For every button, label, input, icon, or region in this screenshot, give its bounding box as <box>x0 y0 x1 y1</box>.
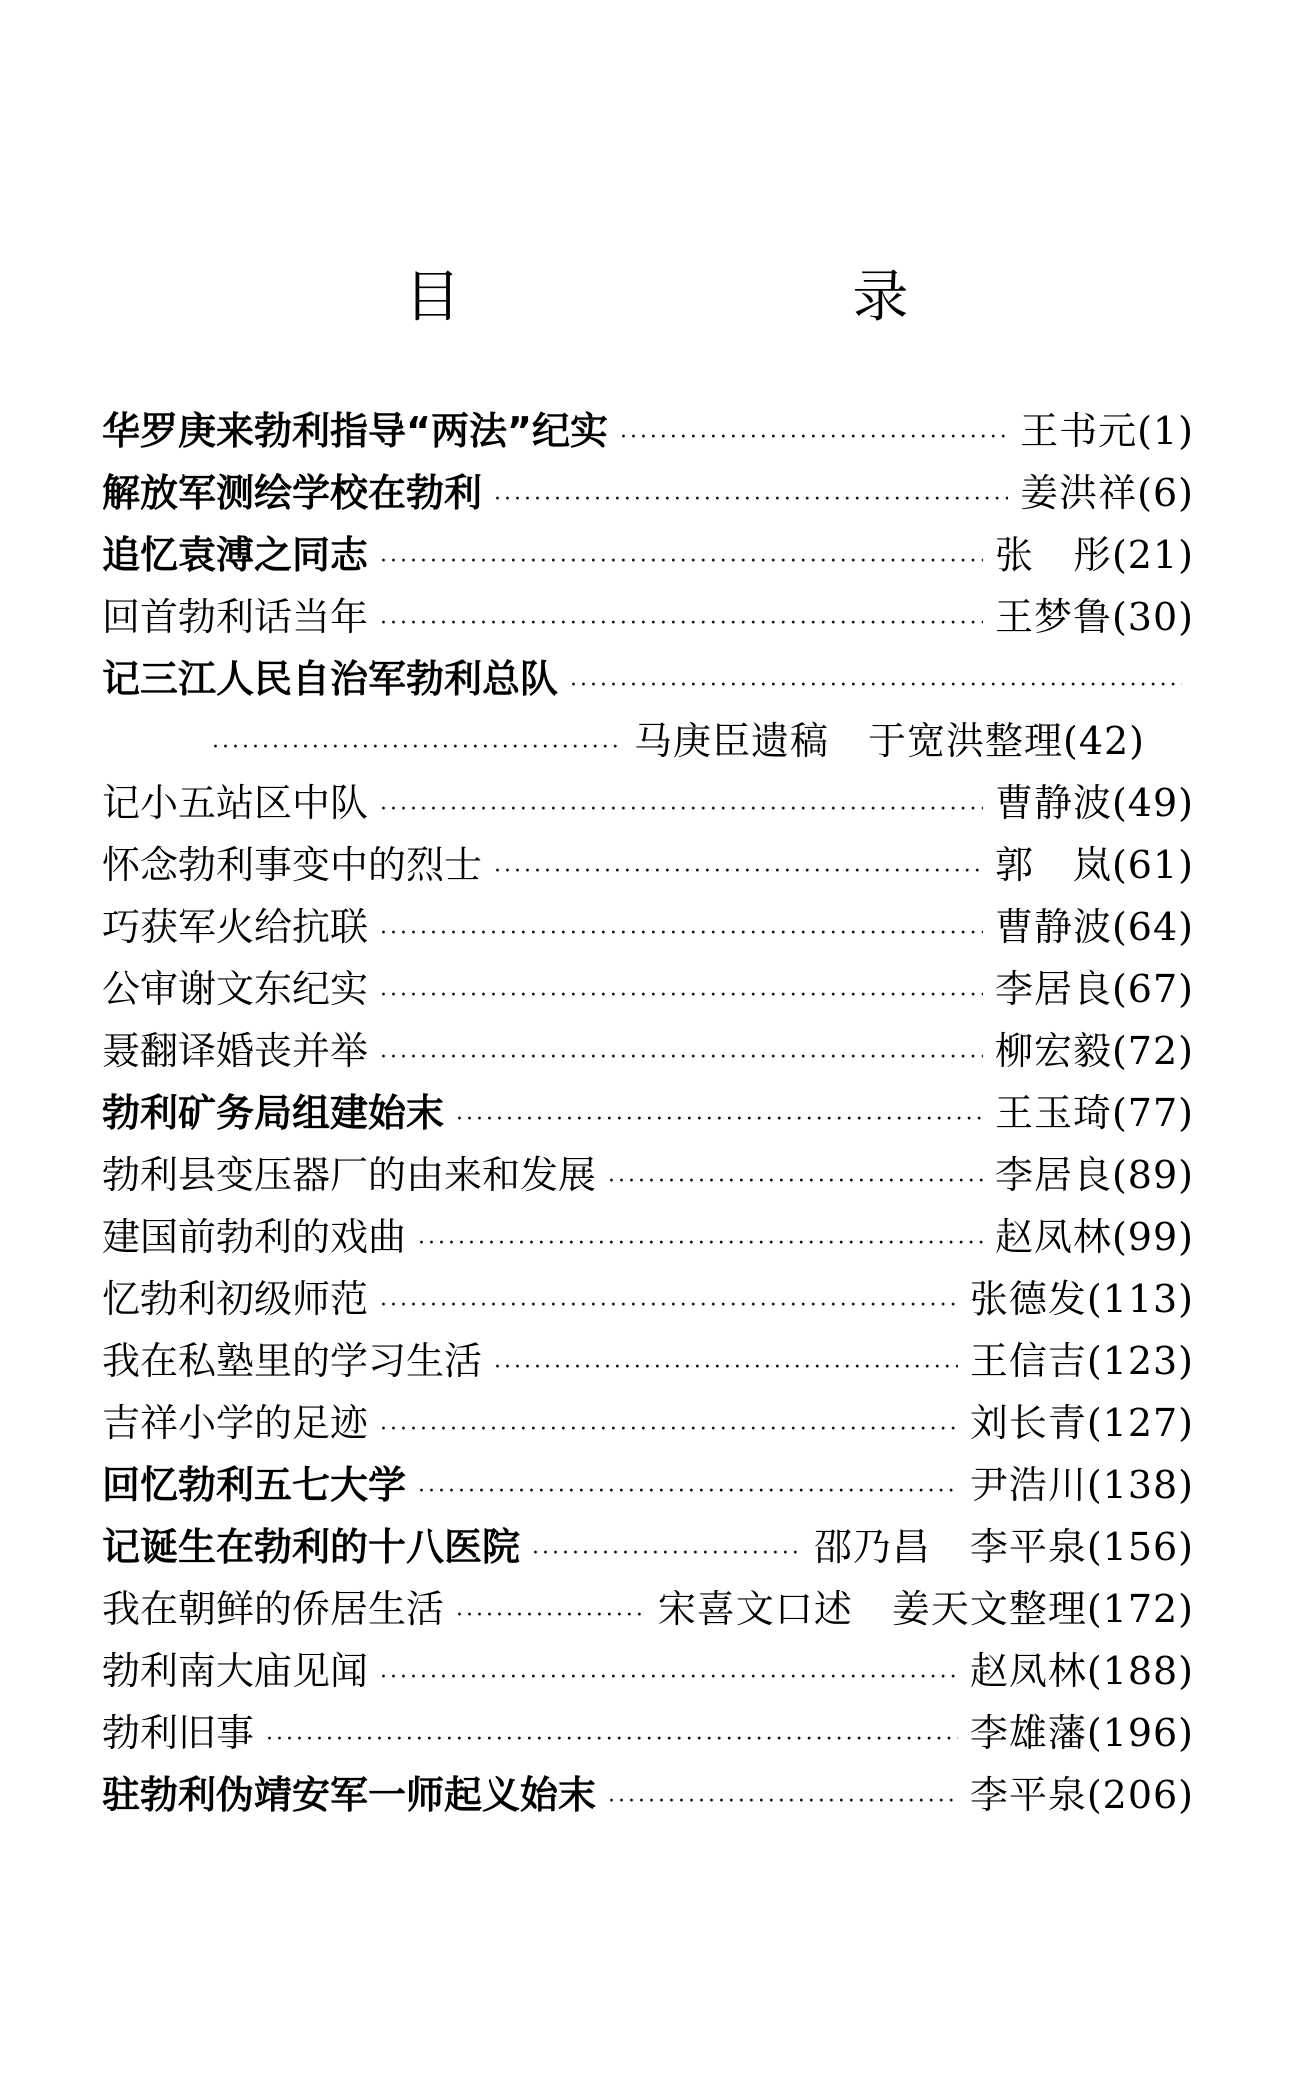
entry-author-page: 赵凤林(99) <box>994 1215 1194 1259</box>
dot-leader <box>380 531 983 593</box>
toc-entry[interactable] <box>102 1082 1194 1144</box>
entry-title: 勃利南大庙见闻 <box>102 1649 369 1693</box>
entry-author-page: 刘长青(127) <box>969 1401 1194 1445</box>
toc-entry[interactable] <box>102 586 1194 648</box>
dot-leader <box>212 717 622 779</box>
entry-author-page: 邵乃昌 李平泉(156) <box>813 1525 1194 1569</box>
entry-author-page: 张 彤(21) <box>994 533 1194 577</box>
entry-title: 记小五站区中队 <box>102 781 369 825</box>
toc-entry[interactable] <box>102 1702 1194 1764</box>
entry-author-page: 姜洪祥(6) <box>1020 471 1194 515</box>
entry-title: 巧获军火给抗联 <box>102 905 369 949</box>
page-title: 目 录 <box>404 265 1077 330</box>
toc-entry[interactable] <box>102 1144 1194 1206</box>
toc-entry[interactable] <box>102 896 1194 958</box>
entry-author-page: 王信吉(123) <box>969 1339 1194 1383</box>
entry-title: 建国前勃利的戏曲 <box>102 1215 407 1259</box>
entry-title: 怀念勃利事变中的烈士 <box>102 843 483 887</box>
entry-title: 忆勃利初级师范 <box>102 1277 369 1321</box>
dot-leader <box>570 655 1182 717</box>
entry-author-page: 赵凤林(188) <box>969 1649 1194 1693</box>
toc-entry-continuation[interactable] <box>102 710 1194 772</box>
toc-entry[interactable] <box>102 772 1194 834</box>
dot-leader <box>494 1337 958 1399</box>
toc-entry[interactable] <box>102 400 1194 462</box>
entry-title: 华罗庚来勃利指导“两法”纪实 <box>102 409 608 453</box>
entry-title: 吉祥小学的足迹 <box>102 1401 369 1445</box>
toc-entry[interactable] <box>102 1516 1194 1578</box>
dot-leader <box>380 1275 958 1337</box>
entry-author-page: 李居良(89) <box>994 1153 1194 1197</box>
entry-author-page: 王梦鲁(30) <box>994 595 1194 639</box>
entry-author-page: 尹浩川(138) <box>969 1463 1194 1507</box>
toc-entry[interactable] <box>102 1330 1194 1392</box>
dot-leader <box>608 1771 958 1833</box>
table-of-contents <box>102 400 1194 1826</box>
toc-entry[interactable] <box>102 1640 1194 1702</box>
dot-leader <box>456 1089 983 1151</box>
entry-author-page: 曹静波(49) <box>994 781 1194 825</box>
toc-entry[interactable] <box>102 1268 1194 1330</box>
toc-entry[interactable] <box>102 1206 1194 1268</box>
entry-author-page: 李雄藩(196) <box>969 1711 1194 1755</box>
entry-title: 勃利旧事 <box>102 1711 255 1755</box>
dot-leader <box>532 1523 802 1585</box>
entry-title: 聂翻译婚丧并举 <box>102 1029 369 1073</box>
dot-leader <box>456 1585 646 1647</box>
entry-author-page: 柳宏毅(72) <box>994 1029 1194 1073</box>
toc-entry[interactable] <box>102 834 1194 896</box>
entry-title: 勃利矿务局组建始末 <box>102 1091 445 1135</box>
entry-title: 我在私塾里的学习生活 <box>102 1339 483 1383</box>
dot-leader <box>418 1213 983 1275</box>
dot-leader <box>380 903 983 965</box>
entry-author-page: 王书元(1) <box>1020 409 1194 453</box>
entry-author-page: 曹静波(64) <box>994 905 1194 949</box>
entry-title: 解放军测绘学校在勃利 <box>102 471 483 515</box>
dot-leader <box>418 1461 958 1523</box>
entry-author-page: 马庚臣遗稿 于宽洪整理(42) <box>634 719 1146 763</box>
entry-title: 公审谢文东纪实 <box>102 967 369 1011</box>
dot-leader <box>266 1709 958 1771</box>
dot-leader <box>608 1151 983 1213</box>
toc-entry[interactable] <box>102 1454 1194 1516</box>
toc-entry[interactable] <box>102 524 1194 586</box>
entry-author-page: 李平泉(206) <box>969 1773 1194 1817</box>
entry-title: 驻勃利伪靖安军一师起义始末 <box>102 1773 597 1817</box>
dot-leader <box>380 1399 958 1461</box>
toc-entry[interactable] <box>102 1764 1194 1826</box>
toc-entry[interactable] <box>102 1392 1194 1454</box>
entry-author-page: 郭 岚(61) <box>994 843 1194 887</box>
entry-title: 我在朝鲜的侨居生活 <box>102 1587 445 1631</box>
dot-leader <box>380 965 983 1027</box>
entry-title: 回忆勃利五七大学 <box>102 1463 407 1507</box>
toc-entry[interactable] <box>102 1578 1194 1640</box>
dot-leader <box>380 593 983 655</box>
entry-author-page: 张德发(113) <box>969 1277 1194 1321</box>
dot-leader <box>494 841 983 903</box>
dot-leader <box>494 469 1008 531</box>
entry-author-page: 李居良(67) <box>994 967 1194 1011</box>
dot-leader <box>380 779 983 841</box>
entry-title: 追忆袁溥之同志 <box>102 533 369 577</box>
entry-title: 回首勃利话当年 <box>102 595 369 639</box>
toc-entry[interactable] <box>102 648 1194 710</box>
toc-entry[interactable] <box>102 1020 1194 1082</box>
toc-entry[interactable] <box>102 958 1194 1020</box>
dot-leader <box>620 407 1008 469</box>
dot-leader <box>380 1027 983 1089</box>
entry-title: 记诞生在勃利的十八医院 <box>102 1525 521 1569</box>
entry-author-page: 王玉琦(77) <box>994 1091 1194 1135</box>
toc-entry[interactable] <box>102 462 1194 524</box>
entry-title: 记三江人民自治军勃利总队 <box>102 657 559 701</box>
entry-author-page: 宋喜文口述 姜天文整理(172) <box>657 1587 1194 1631</box>
entry-title: 勃利县变压器厂的由来和发展 <box>102 1153 597 1197</box>
dot-leader <box>380 1647 958 1709</box>
